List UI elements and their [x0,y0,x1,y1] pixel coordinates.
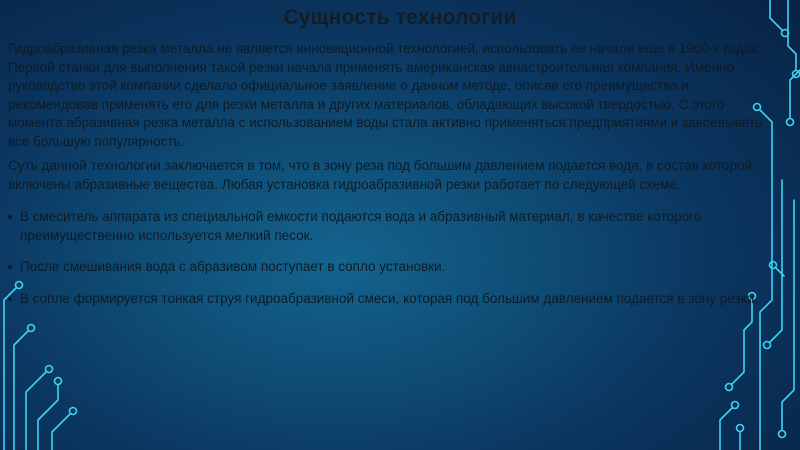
slide-body [8,40,780,321]
bullet-item [8,290,780,309]
bullet-item [8,208,780,245]
paragraph-history: Гидроабразивная резка металла не является инновационной технологией, использовать ее начали еще в 1960-х годах. Первой станки для выполнения такой резки начала применять американская авиастроительная компания. Именно руководство этой компании сделало официальное заявление о данном методе, описав его преимущества и рекомендовав применять его для резки металла и других материалов, обладающих высокой твердостью. С этого момента абразивная резка металла с использованием воды стала активно применяться предприятиями и завоевывать все большую популярность. [8,41,763,149]
bullet-text: В смеситель аппарата из специальной емкости подаются вода и абразивный материал, в качестве которого преимущественно используется мелкий песок. [20,209,702,243]
bullet-dot-icon [8,215,12,219]
process-bullet-list [8,208,780,308]
bullet-item [8,258,780,277]
bullet-dot-icon [8,265,12,269]
bullet-text: После смешивания вода с абразивом поступает в сопло установки. [20,259,446,274]
bullet-text: В сопле формируется тонкая струя гидроабразивной смеси, которая под большим давлением подается в зону резки. [20,290,758,306]
paragraph-essence: Суть данной технологии заключается в том, что в зону реза под большим давлением подается вода, в состав которой включены абразивные вещества. Любая установка гидроабразивной резки работает по следующей схеме. [8,158,752,192]
slide-title: Сущность технологии [283,6,517,29]
bullet-dot-icon [8,297,12,301]
